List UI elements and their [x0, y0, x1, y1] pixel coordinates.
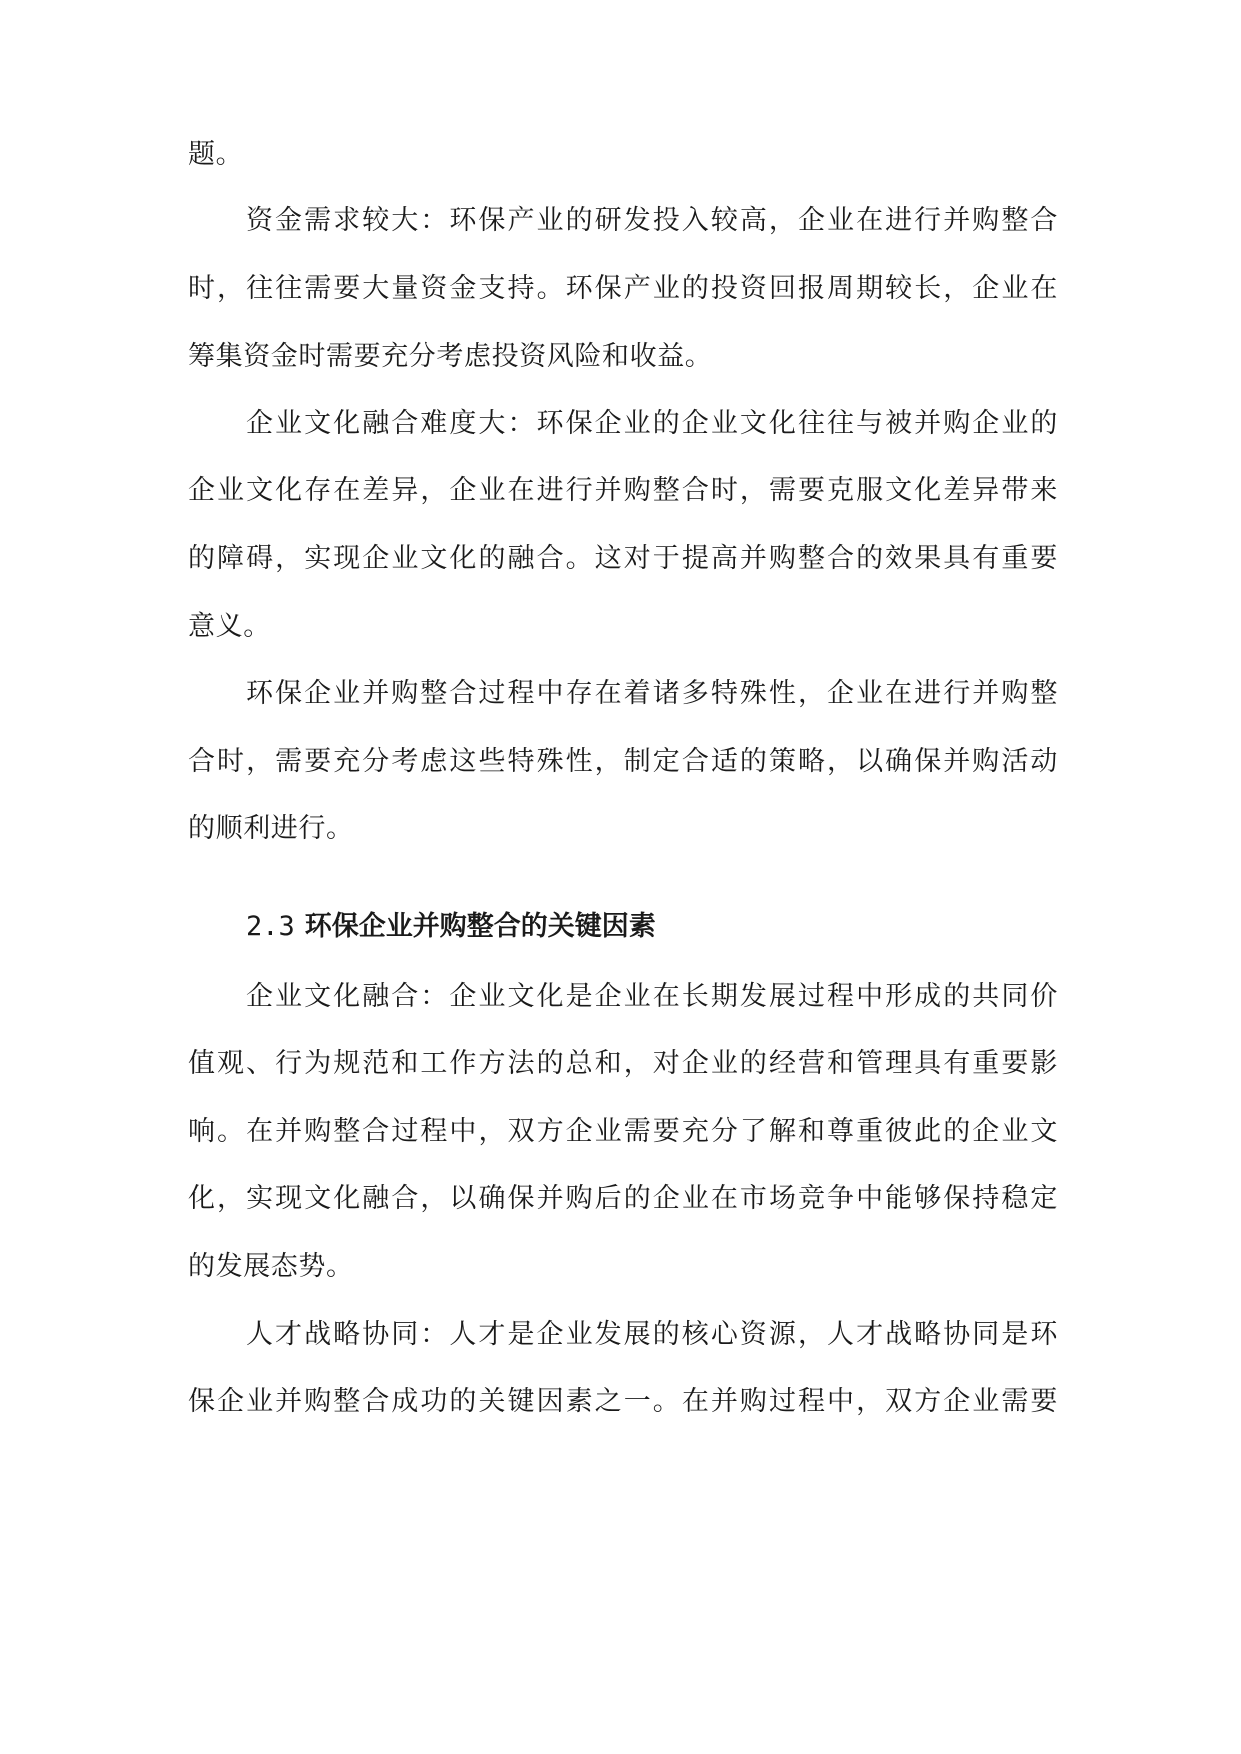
- paragraph-line: 保企业并购整合成功的关键因素之一。在并购过程中，双方企业需要: [188, 1386, 1058, 1417]
- paragraph-line: 的发展态势。: [188, 1251, 354, 1282]
- paragraph-line: 值观、行为规范和工作方法的总和，对企业的经营和管理具有重要影: [188, 1048, 1058, 1079]
- section-number: 2.3: [246, 911, 295, 942]
- paragraph-line: 人才战略协同：人才是企业发展的核心资源，人才战略协同是环: [246, 1319, 1058, 1350]
- paragraph-line: 资金需求较大：环保产业的研发投入较高，企业在进行并购整合: [246, 205, 1058, 236]
- section-title: 环保企业并购整合的关键因素: [304, 911, 656, 942]
- paragraph-line: 筹集资金时需要充分考虑投资风险和收益。: [188, 341, 713, 372]
- paragraph-line: 的顺利进行。: [188, 813, 354, 844]
- paragraph-line: 意义。: [188, 611, 271, 642]
- paragraph-line: 合时，需要充分考虑这些特殊性，制定合适的策略，以确保并购活动: [188, 746, 1058, 777]
- paragraph-line: 化，实现文化融合，以确保并购后的企业在市场竞争中能够保持稳定: [188, 1183, 1058, 1214]
- paragraph-line: 的障碍，实现企业文化的融合。这对于提高并购整合的效果具有重要: [188, 543, 1058, 574]
- section-heading: [246, 907, 656, 947]
- paragraph-line: 题。: [188, 139, 244, 170]
- paragraph-line: 企业文化融合：企业文化是企业在长期发展过程中形成的共同价: [246, 981, 1058, 1012]
- paragraph-line: 企业文化存在差异，企业在进行并购整合时，需要克服文化差异带来: [188, 475, 1058, 506]
- paragraph-line: 时，往往需要大量资金支持。环保产业的投资回报周期较长，企业在: [188, 273, 1058, 304]
- paragraph-line: 环保企业并购整合过程中存在着诸多特殊性，企业在进行并购整: [246, 678, 1058, 709]
- paragraph-line: 响。在并购整合过程中，双方企业需要充分了解和尊重彼此的企业文: [188, 1116, 1058, 1147]
- paragraph-line: 企业文化融合难度大：环保企业的企业文化往往与被并购企业的: [246, 408, 1058, 439]
